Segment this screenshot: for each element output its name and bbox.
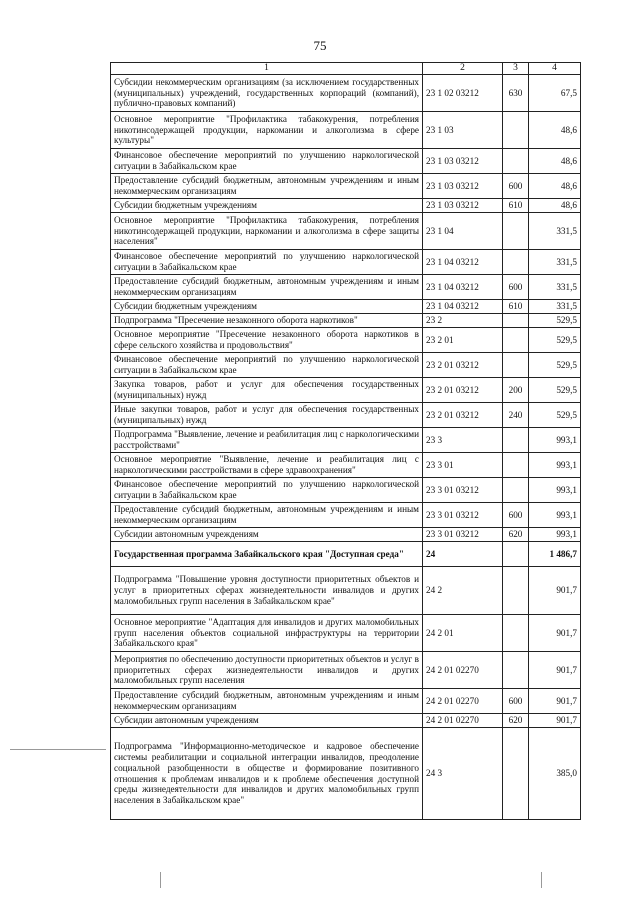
row-type-cell: 240 [503, 403, 529, 428]
row-type-cell: 620 [503, 528, 529, 542]
row-amount-cell: 48,6 [529, 112, 581, 149]
row-type-cell [503, 112, 529, 149]
row-amount-cell: 331,5 [529, 250, 581, 275]
row-amount-cell: 1 486,7 [529, 542, 581, 567]
row-amount-cell: 48,6 [529, 199, 581, 213]
row-code-cell: 23 1 04 03212 [423, 300, 503, 314]
row-amount-cell: 331,5 [529, 213, 581, 250]
table-row [111, 378, 581, 403]
row-amount-cell: 529,5 [529, 378, 581, 403]
row-amount-cell: 901,7 [529, 652, 581, 689]
row-amount-cell: 993,1 [529, 428, 581, 453]
table-row [111, 652, 581, 689]
scan-line [541, 872, 542, 888]
row-name-cell: Иные закупки товаров, работ и услуг для обеспечения государственных (муниципальных) нужд [111, 403, 423, 428]
row-type-cell [503, 213, 529, 250]
scan-line [160, 872, 161, 888]
row-code-cell: 23 2 01 03212 [423, 378, 503, 403]
row-amount-cell: 48,6 [529, 149, 581, 174]
table-row [111, 714, 581, 728]
row-name-cell: Основное мероприятие "Пресечение незаконного оборота наркотиков в сфере сельского хозяйства и продовольствия" [111, 328, 423, 353]
row-code-cell: 23 3 [423, 428, 503, 453]
row-code-cell: 23 2 01 [423, 328, 503, 353]
row-name-cell: Субсидии автономным учреждениям [111, 528, 423, 542]
row-name-cell: Финансовое обеспечение мероприятий по улучшению наркологической ситуации в Забайкальском крае [111, 353, 423, 378]
row-type-cell [503, 453, 529, 478]
table-row [111, 314, 581, 328]
row-amount-cell: 993,1 [529, 503, 581, 528]
column-header-name: 1 [111, 63, 423, 75]
row-name-cell: Основное мероприятие "Профилактика табакокурения, потребления никотинсодержащей продукции, наркомании и алкоголизма в сфере культуры" [111, 112, 423, 149]
row-code-cell: 23 1 02 03212 [423, 75, 503, 112]
row-amount-cell: 331,5 [529, 300, 581, 314]
row-type-cell: 600 [503, 503, 529, 528]
row-type-cell [503, 149, 529, 174]
budget-table [110, 62, 581, 820]
row-amount-cell: 331,5 [529, 275, 581, 300]
row-code-cell: 24 3 [423, 728, 503, 820]
row-name-cell: Подпрограмма "Информационно-методическое и кадровое обеспечение системы реабилитации и социальной интеграции инвалидов, преодоление социальной разобщенности в обществе и формирование позитивного отношения к проблемам инвалидов и к проблеме обеспечения доступной среды жизнедеятельности для инвалидов и других маломобильных групп населения в Забайкальском крае" [111, 728, 423, 820]
table-row [111, 199, 581, 213]
row-code-cell: 23 3 01 03212 [423, 528, 503, 542]
row-code-cell: 23 1 03 03212 [423, 149, 503, 174]
row-type-cell [503, 478, 529, 503]
row-name-cell: Основное мероприятие "Адаптация для инвалидов и других маломобильных групп населения объектов социальной инфраструктуры на территории Забайкальского края" [111, 615, 423, 652]
row-code-cell: 23 1 04 [423, 213, 503, 250]
row-code-cell: 23 1 03 03212 [423, 174, 503, 199]
table-row [111, 75, 581, 112]
row-amount-cell: 529,5 [529, 403, 581, 428]
row-name-cell: Подпрограмма "Повышение уровня доступности приоритетных объектов и услуг в приоритетных сферах жизнедеятельности инвалидов и других маломобильных групп населения в Забайкальском крае" [111, 567, 423, 615]
row-amount-cell: 901,7 [529, 689, 581, 714]
table-row [111, 353, 581, 378]
row-name-cell: Основное мероприятие "Профилактика табакокурения, потребления никотинсодержащей продукции, наркомании и алкоголизма в сфере защиты населения" [111, 213, 423, 250]
row-amount-cell: 993,1 [529, 478, 581, 503]
row-name-cell: Предоставление субсидий бюджетным, автономным учреждениям и иным некоммерческим организациям [111, 689, 423, 714]
table-row [111, 528, 581, 542]
row-name-cell: Подпрограмма "Пресечение незаконного оборота наркотиков" [111, 314, 423, 328]
row-code-cell: 23 2 01 03212 [423, 403, 503, 428]
table-header-row [111, 63, 581, 75]
column-header-code: 2 [423, 63, 503, 75]
table-row [111, 728, 581, 820]
row-code-cell: 24 2 [423, 567, 503, 615]
row-amount-cell: 67,5 [529, 75, 581, 112]
table-body [111, 75, 581, 820]
row-code-cell: 24 2 01 02270 [423, 714, 503, 728]
row-type-cell: 600 [503, 275, 529, 300]
row-amount-cell: 993,1 [529, 528, 581, 542]
row-type-cell [503, 652, 529, 689]
row-type-cell [503, 567, 529, 615]
row-name-cell: Предоставление субсидий бюджетным, автономным учреждениям и иным некоммерческим организациям [111, 174, 423, 199]
row-amount-cell: 48,6 [529, 174, 581, 199]
table-row [111, 300, 581, 314]
table-row [111, 174, 581, 199]
table-row [111, 328, 581, 353]
row-code-cell: 24 2 01 [423, 615, 503, 652]
table-row [111, 275, 581, 300]
row-code-cell: 24 2 01 02270 [423, 652, 503, 689]
row-name-cell: Финансовое обеспечение мероприятий по улучшению наркологической ситуации в Забайкальском крае [111, 478, 423, 503]
row-type-cell [503, 728, 529, 820]
row-amount-cell: 529,5 [529, 353, 581, 378]
row-amount-cell: 993,1 [529, 453, 581, 478]
row-code-cell: 23 1 03 [423, 112, 503, 149]
row-amount-cell: 901,7 [529, 567, 581, 615]
row-type-cell: 600 [503, 174, 529, 199]
row-name-cell: Предоставление субсидий бюджетным, автономным учреждениям и иным некоммерческим организациям [111, 275, 423, 300]
row-code-cell: 23 3 01 03212 [423, 503, 503, 528]
table-row [111, 428, 581, 453]
row-name-cell: Субсидии бюджетным учреждениям [111, 300, 423, 314]
row-type-cell: 610 [503, 199, 529, 213]
table-row [111, 503, 581, 528]
row-amount-cell: 529,5 [529, 328, 581, 353]
row-code-cell: 23 2 01 03212 [423, 353, 503, 378]
row-type-cell [503, 615, 529, 652]
row-code-cell: 23 1 04 03212 [423, 275, 503, 300]
row-name-cell: Мероприятия по обеспечению доступности приоритетных объектов и услуг в приоритетных сферах жизнедеятельности инвалидов и других маломобильных групп населения [111, 652, 423, 689]
table-row [111, 403, 581, 428]
row-name-cell: Государственная программа Забайкальского края "Доступная среда" [111, 542, 423, 567]
column-header-amount: 4 [529, 63, 581, 75]
row-amount-cell: 385,0 [529, 728, 581, 820]
table-row [111, 542, 581, 567]
row-type-cell [503, 542, 529, 567]
column-header-type: 3 [503, 63, 529, 75]
row-type-cell [503, 428, 529, 453]
row-type-cell: 600 [503, 689, 529, 714]
row-name-cell: Субсидии автономным учреждениям [111, 714, 423, 728]
row-type-cell [503, 314, 529, 328]
row-name-cell: Финансовое обеспечение мероприятий по улучшению наркологической ситуации в Забайкальском крае [111, 250, 423, 275]
row-code-cell: 23 1 03 03212 [423, 199, 503, 213]
table-row [111, 478, 581, 503]
row-name-cell: Субсидии бюджетным учреждениям [111, 199, 423, 213]
table-row [111, 689, 581, 714]
row-code-cell: 24 2 01 02270 [423, 689, 503, 714]
row-name-cell: Субсидии некоммерческим организациям (за исключением государственных (муниципальных) учреждений, государственных корпораций (компаний), публично-правовых компаний) [111, 75, 423, 112]
row-name-cell: Предоставление субсидий бюджетным, автономным учреждениям и иным некоммерческим организациям [111, 503, 423, 528]
row-name-cell: Финансовое обеспечение мероприятий по улучшению наркологической ситуации в Забайкальском крае [111, 149, 423, 174]
row-name-cell: Подпрограмма "Выявление, лечение и реабилитация лиц с наркологическими расстройствами" [111, 428, 423, 453]
row-type-cell: 610 [503, 300, 529, 314]
row-amount-cell: 901,7 [529, 714, 581, 728]
row-code-cell: 23 3 01 03212 [423, 478, 503, 503]
table-row [111, 149, 581, 174]
row-name-cell: Основное мероприятие "Выявление, лечение и реабилитация лиц с наркологическими расстройствами в сфере здравоохранения" [111, 453, 423, 478]
row-code-cell: 24 [423, 542, 503, 567]
scan-line [10, 749, 106, 750]
row-type-cell [503, 250, 529, 275]
row-amount-cell: 901,7 [529, 615, 581, 652]
row-type-cell [503, 353, 529, 378]
row-code-cell: 23 2 [423, 314, 503, 328]
table-row [111, 453, 581, 478]
row-name-cell: Закупка товаров, работ и услуг для обеспечения государственных (муниципальных) нужд [111, 378, 423, 403]
page-number: 75 [313, 38, 327, 53]
table-row [111, 213, 581, 250]
row-type-cell [503, 328, 529, 353]
table-row [111, 112, 581, 149]
row-type-cell: 630 [503, 75, 529, 112]
row-type-cell: 200 [503, 378, 529, 403]
table-row [111, 567, 581, 615]
table-row [111, 615, 581, 652]
row-type-cell: 620 [503, 714, 529, 728]
row-code-cell: 23 1 04 03212 [423, 250, 503, 275]
table-row [111, 250, 581, 275]
row-amount-cell: 529,5 [529, 314, 581, 328]
row-code-cell: 23 3 01 [423, 453, 503, 478]
